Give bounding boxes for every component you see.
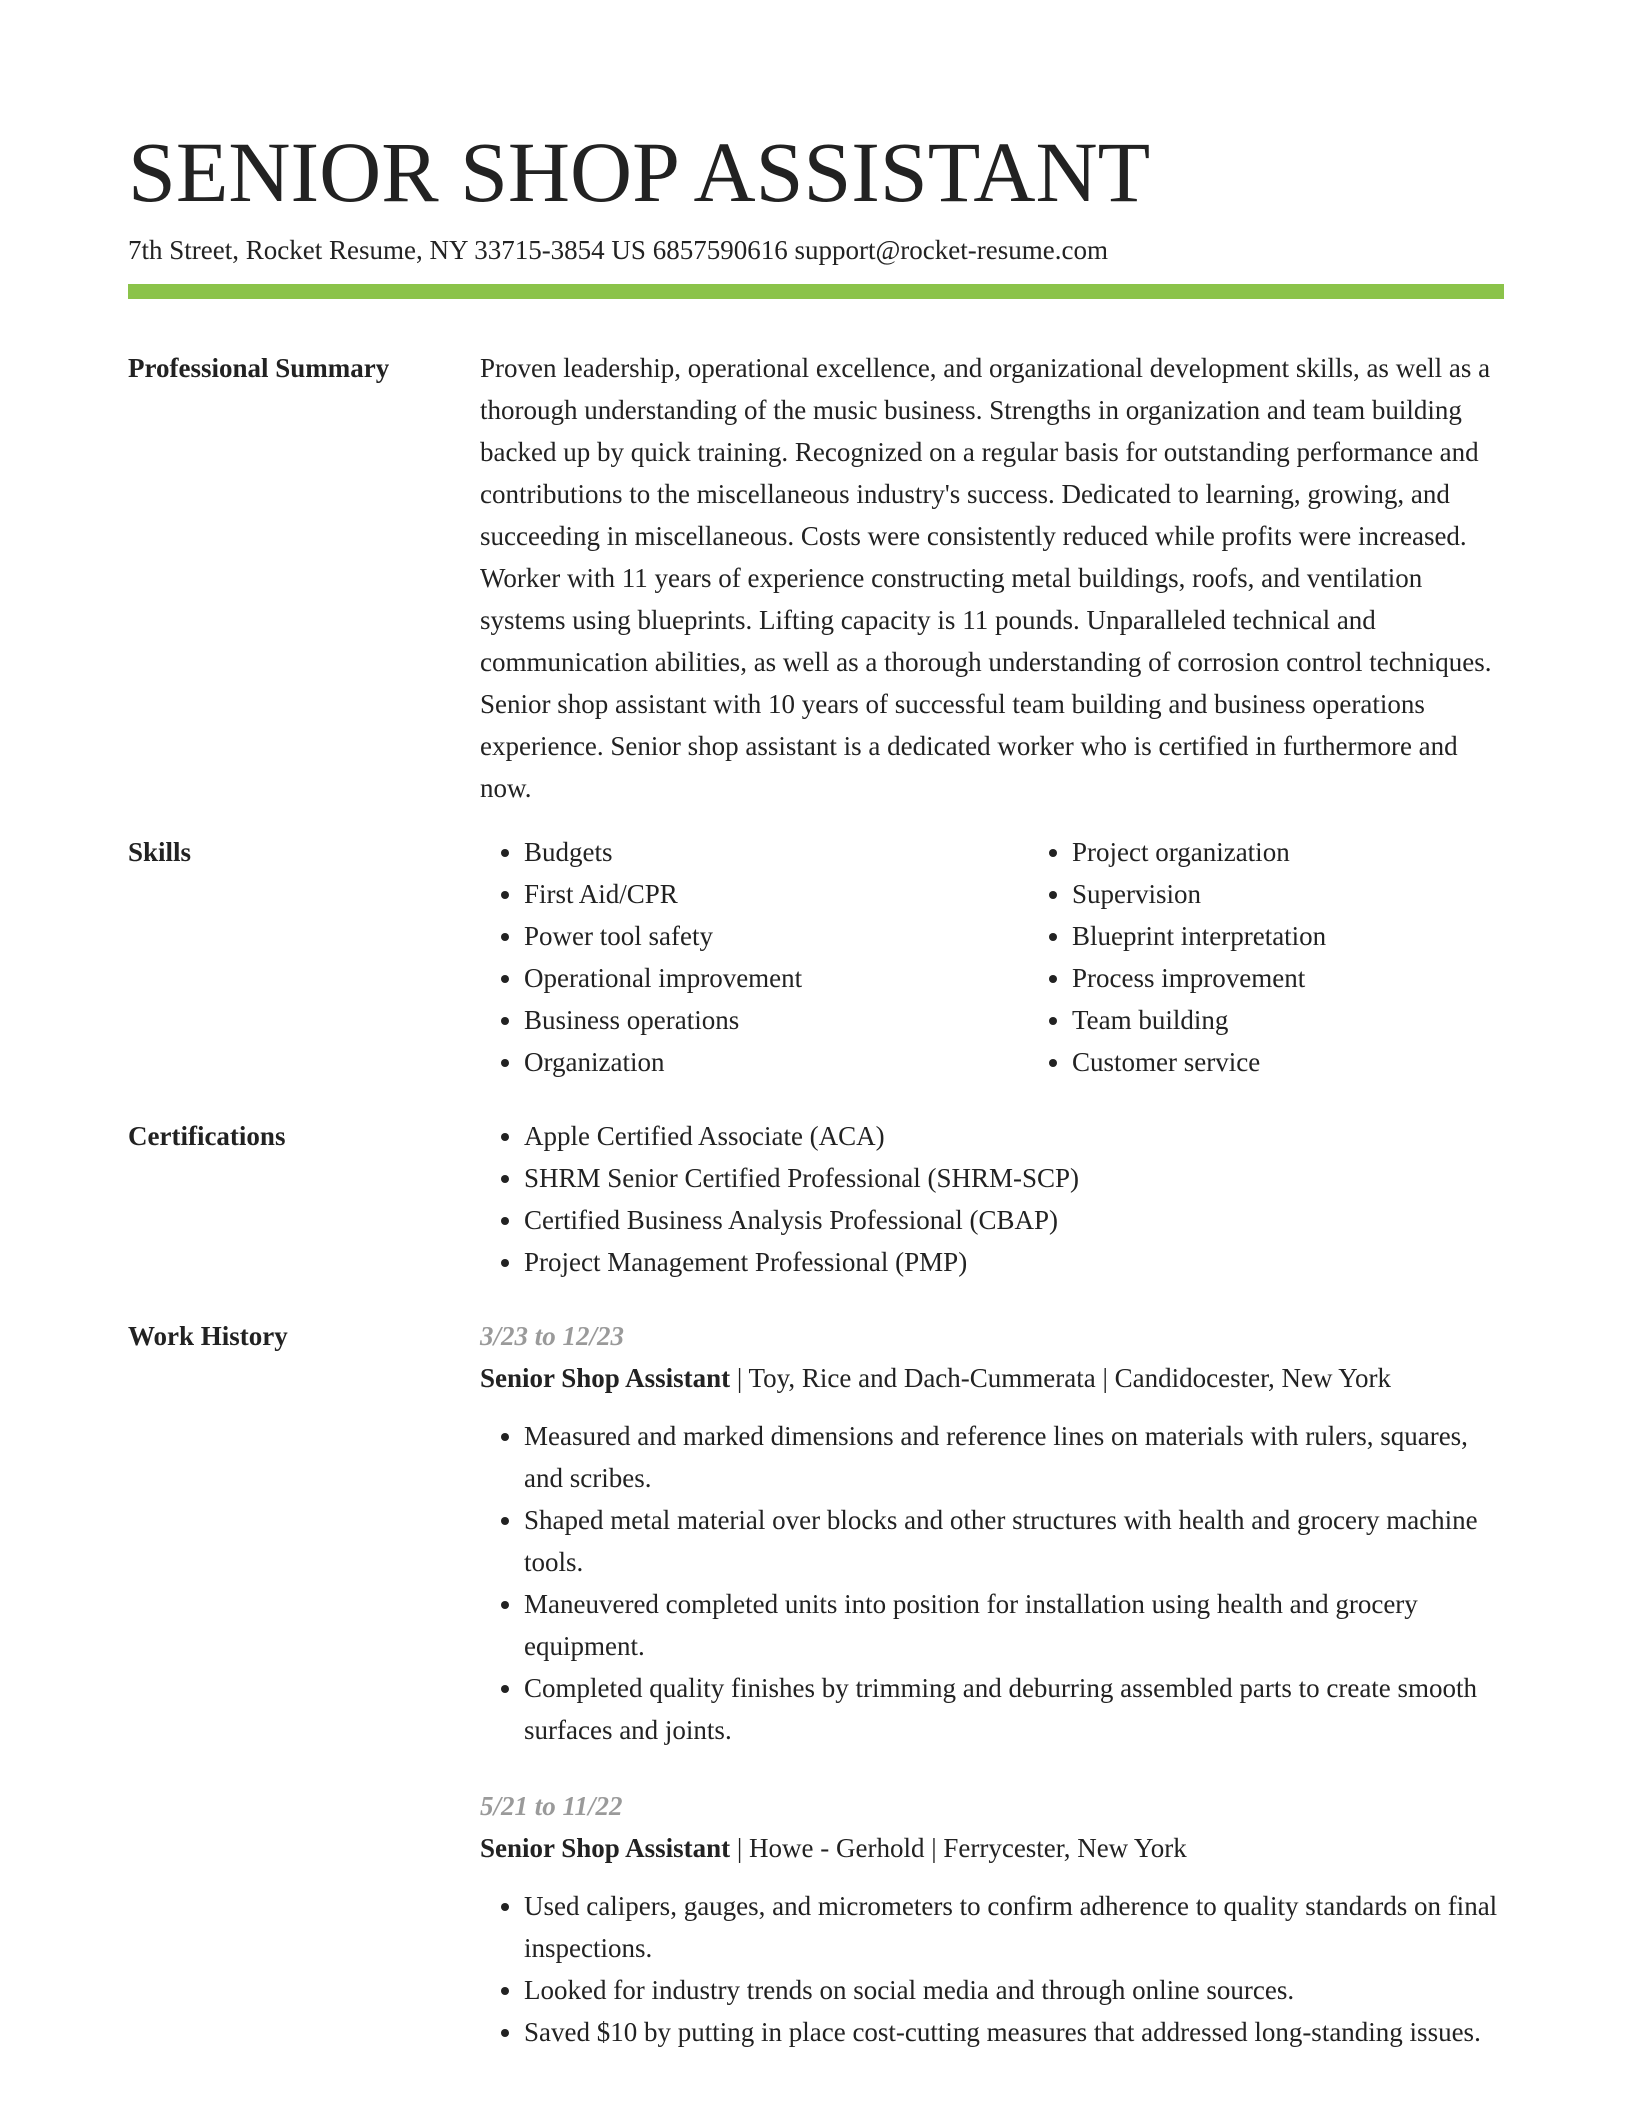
skill-item: • Budgets [524,831,1028,873]
job-bullet: • Shaped metal material over blocks and other structures with health and grocery machine tools. [524,1499,1504,1583]
certifications-list [480,1115,1504,1283]
contact-line: 7th Street, Rocket Resume, NY 33715-3854 US 6857590616 support@rocket-resume.com [128,235,1108,265]
job-title: Senior Shop Assistant [480,1833,731,1863]
certifications-body [480,1115,1504,1283]
skill-item: • First Aid/CPR [524,873,1028,915]
resume-title: SENIOR SHOP ASSISTANT [128,124,1151,220]
job-header [480,1357,1504,1399]
work-history-heading: Work History [128,1321,288,1351]
summary-section [128,347,1504,809]
certification-item: • Apple Certified Associate (ACA) [524,1115,1504,1157]
resume-page [128,122,1504,2053]
job-bullets [480,1885,1504,2053]
summary-text: Proven leadership, operational excellence, and organizational development skills, as well as a thorough understanding of the music business. Strengths in organization and team building backed up by quick training. Recognized on a regular basis for outstanding performance and contributions to the miscellaneous industry's success. Dedicated to learning, growing, and succeeding in miscellaneous. Costs were consistently reduced while profits were increased. Worker with 11 years of experience constructing metal buildings, roofs, and ventilation systems using blueprints. Lifting capacity is 11 pounds. Unparalleled technical and communication abilities, as well as a thorough understanding of corrosion control techniques. Senior shop assistant with 10 years of successful team building and business operations experience. Senior shop assistant is a dedicated worker who is certified in furthermore and now. [480,353,1492,803]
skill-item: • Organization [524,1041,1028,1083]
job-bullet: • Used calipers, gauges, and micrometers to confirm adherence to quality standards on final inspections. [524,1885,1504,1969]
skills-columns [480,831,1576,1083]
certification-item: • Project Management Professional (PMP) [524,1241,1504,1283]
skill-item: • Team building [1072,999,1576,1041]
job-bullet: • Measured and marked dimensions and reference lines on materials with rulers, squares, and scribes. [524,1415,1504,1499]
skills-section [128,831,1504,1083]
job-dates: 5/21 to 11/22 [480,1791,623,1821]
work-history-section [128,1315,1504,2053]
certification-item: • Certified Business Analysis Professional (CBAP) [524,1199,1504,1241]
skill-item: • Project organization [1072,831,1576,873]
certifications-section [128,1115,1504,1283]
job-bullet: • Looked for industry trends on social media and through online sources. [524,1969,1504,2011]
work-history-body [480,1315,1504,2053]
job-title: Senior Shop Assistant [480,1363,731,1393]
job-bullets [480,1415,1504,1751]
job-bullet: • Maneuvered completed units into position for installation using health and grocery equipment. [524,1583,1504,1667]
skill-item: • Power tool safety [524,915,1028,957]
certifications-heading: Certifications [128,1121,286,1151]
summary-heading: Professional Summary [128,353,390,383]
skills-list-right [1028,831,1576,1083]
certification-item: • SHRM Senior Certified Professional (SHRM-SCP) [524,1157,1504,1199]
job-entry [480,1315,1504,1751]
accent-divider [128,284,1504,299]
skill-item: • Operational improvement [524,957,1028,999]
skill-item: • Blueprint interpretation [1072,915,1576,957]
job-dates: 3/23 to 12/23 [480,1321,625,1351]
skills-heading: Skills [128,837,192,867]
job-bullet: • Saved $10 by putting in place cost-cutting measures that addressed long-standing issues. [524,2011,1504,2053]
job-entry [480,1785,1504,2053]
skill-item: • Process improvement [1072,957,1576,999]
job-bullet: • Completed quality finishes by trimming and deburring assembled parts to create smooth surfaces and joints. [524,1667,1504,1751]
skill-item: • Supervision [1072,873,1576,915]
job-details: | Toy, Rice and Dach-Cummerata | Candidocester, New York [730,1363,1392,1393]
skill-item: • Business operations [524,999,1028,1041]
job-header [480,1827,1504,1869]
skills-list-left [480,831,1028,1083]
skill-item: • Customer service [1072,1041,1576,1083]
job-details: | Howe - Gerhold | Ferrycester, New York [730,1833,1187,1863]
